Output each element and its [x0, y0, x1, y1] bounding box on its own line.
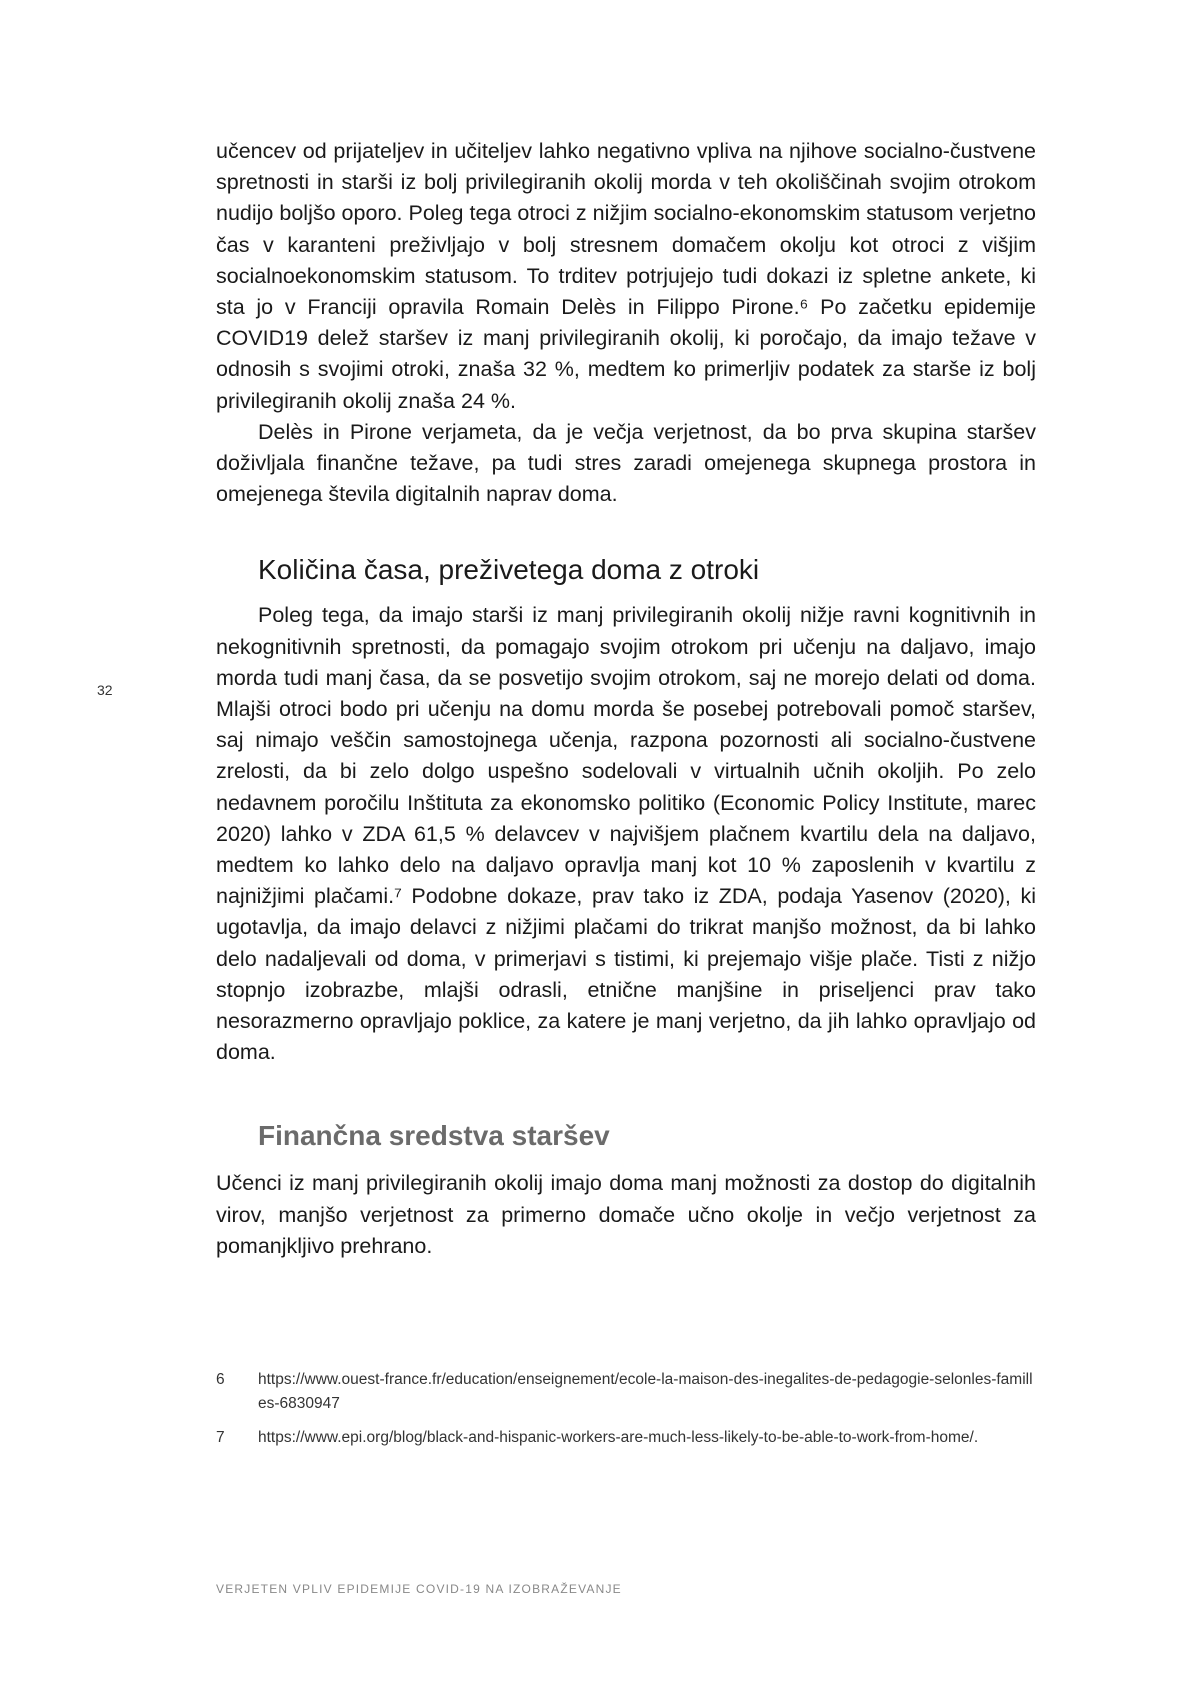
footnote-link[interactable]: https://www.ouest-france.fr/education/enseignement/ecole-la-maison-des-inegalites-de-pedagogie-selonles-familles-6830947 [258, 1371, 1033, 1412]
paragraph-time-at-home: Poleg tega, da imajo starši iz manj privilegiranih okolij nižje ravni kognitivnih in nekognitivnih spretnosti, da pomagajo svojim otrokom pri učenju na daljavo, imajo morda tudi manj časa, da se posvetijo svojim otrokom, saj ne morejo delati od doma. Mlajši otroci bodo pri učenju na domu morda še posebej potrebovali pomoč staršev, saj nimajo veščin samostojnega učenja, razpona pozornosti ali socialno-čustvene zrelosti, da bi zelo dolgo uspešno sodelovali v virtualnih učnih okoljih. Po zelo nedavnem poročilu Inštituta za ekonomsko politiko (Economic Policy Institute, marec 2020) lahko v ZDA 61,5 % delavcev v najvišjem plačnem kvartilu dela na daljavo, medtem ko lahko delo na daljavo opravlja manj kot 10 % zaposlenih v kvartilu z najnižjimi plačami.⁷ Podobne dokaze, prav tako iz ZDA, podaja Yasenov (2020), ki ugotavlja, da imajo delavci z nižjimi plačami do trikrat manjšo možnost, da bi lahko delo nadaljevali od doma, v primerjavi s tistimi, ki prejemajo višje plače. Tisti z nižjo stopnjo izobrazbe, mlajši odrasli, etnične manjšine in priseljenci prav tako nesorazmerno opravljajo poklice, za katere je manj verjetno, da jih lahko opravljajo od doma. [216, 603, 1036, 1065]
footnote-number: 7 [216, 1429, 225, 1446]
page-number: 32 [97, 682, 113, 698]
paragraph-continuation: učencev od prijateljev in učiteljev lahko negativno vpliva na njihove socialno-čustvene spretnosti in starši iz bolj privilegiranih okolij morda v teh okoliščinah svojim otrokom nudijo boljšo oporo. Poleg tega otroci z nižjim socialno-ekonomskim statusom verjetno čas v karanteni preživljajo v bolj stresnem domačem okolju kot otroci z višjim socialnoekonomskim statusom. To trditev potrjujejo tudi dokazi iz spletne ankete, ki sta jo v Franciji opravila Romain Delès in Filippo Pirone.⁶ Po začetku epidemije COVID19 delež staršev iz manj privilegiranih okolij, ki poročajo, da imajo težave v odnosih s svojimi otroki, znaša 32 %, medtem ko primerljiv podatek za starše iz bolj privilegiranih okolij znaša 24 %. [216, 139, 1036, 413]
paragraph-financial-resources: Učenci iz manj privilegiranih okolij imajo doma manj možnosti za dostop do digitalnih virov, manjšo verjetnost za primerno domače učno okolje in večjo verjetnost za pomanjkljivo prehrano. [216, 1171, 1036, 1258]
footnote-link[interactable]: https://www.epi.org/blog/black-and-hispanic-workers-are-much-less-likely-to-be-able-to-work-from-home/. [258, 1429, 979, 1446]
footnote [216, 1426, 1036, 1450]
footnote-number: 6 [216, 1371, 225, 1388]
section-heading-time-at-home: Količina časa, preživetega doma z otroki [258, 554, 760, 586]
footnote [216, 1368, 1036, 1416]
footnotes [216, 1368, 1036, 1460]
paragraph-deles-pirone: Delès in Pirone verjameta, da je večja verjetnost, da bo prva skupina staršev doživljala finančne težave, pa tudi stres zaradi omejenega skupnega prostora in omejenega števila digitalnih naprav doma. [216, 419, 1036, 507]
running-footer: VERJETEN VPLIV EPIDEMIJE COVID-19 NA IZOBRAŽEVANJE [216, 1582, 622, 1596]
main-text [216, 136, 1036, 1262]
section-heading-financial-resources: Finančna sredstva staršev [258, 1120, 610, 1152]
